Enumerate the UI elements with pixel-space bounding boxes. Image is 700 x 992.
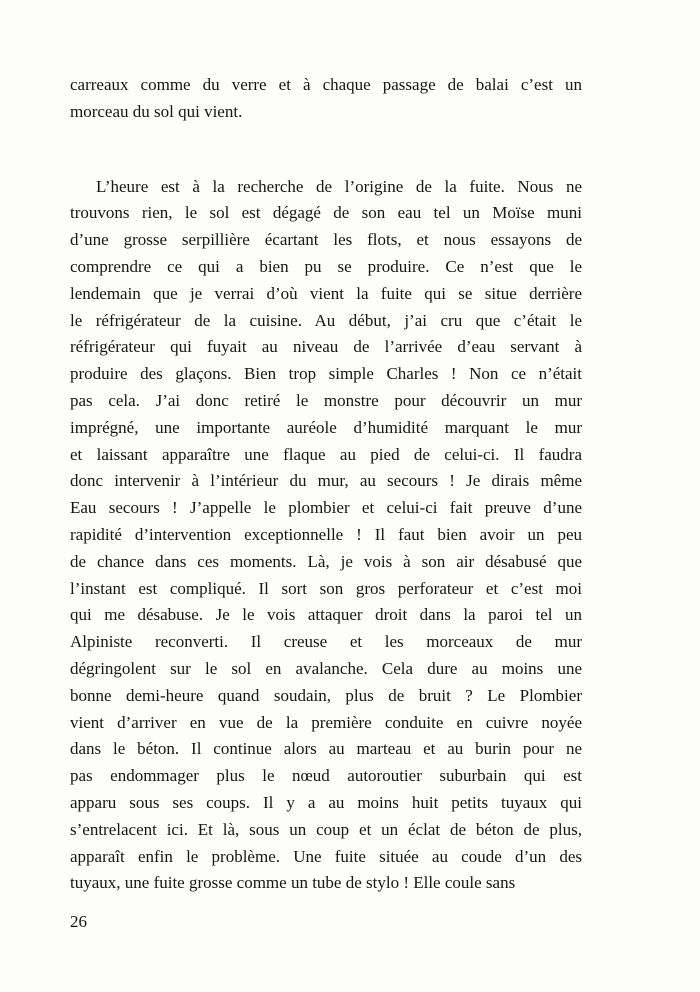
- text-line: tuyaux, une fuite grosse comme un tube de stylo ! Elle coule sans: [70, 873, 516, 893]
- text-line: s’entrelacent ici. Et là, sous un coup et un éclat de béton de plus,: [70, 819, 582, 839]
- text-line: réfrigérateur qui fuyait au niveau de l’arrivée d’eau servant à: [70, 337, 582, 357]
- text-line: apparaît enfin le problème. Une fuite située au coude d’un des: [70, 846, 582, 866]
- page-number: 26: [70, 912, 87, 931]
- text-line: morceau du sol qui vient.: [70, 101, 243, 121]
- text-line: vient d’arriver en vue de la première conduite en cuivre noyée: [70, 712, 582, 732]
- text-line: dégringolent sur le sol en avalanche. Cela dure au moins une: [70, 658, 582, 678]
- text-line: lendemain que je verrai d’où vient la fuite qui se situe derrière: [70, 283, 582, 303]
- text-line: le réfrigérateur de la cuisine. Au début, j’ai cru que c’était le: [70, 310, 582, 330]
- text-line: Alpiniste reconverti. Il creuse et les morceaux de mur: [70, 632, 582, 652]
- text-line: l’instant est compliqué. Il sort son gros perforateur et c’est moi: [70, 578, 582, 598]
- text-line: Eau secours ! J’appelle le plombier et celui-ci fait preuve d’une: [70, 498, 582, 518]
- text-line: bonne demi-heure quand soudain, plus de bruit ? Le Plombier: [70, 685, 582, 705]
- page-text: [70, 72, 582, 897]
- paragraph-main: [70, 174, 582, 898]
- text-line: carreaux comme du verre et à chaque passage de balai c’est un: [70, 75, 582, 94]
- text-line: pas cela. J’ai donc retiré le monstre pour découvrir un mur: [70, 390, 582, 410]
- text-line: produire des glaçons. Bien trop simple Charles ! Non ce n’était: [70, 364, 582, 384]
- text-line: donc intervenir à l’intérieur du mur, au secours ! Je dirais même: [70, 471, 582, 491]
- text-line: d’une grosse serpillière écartant les flots, et nous essayons de: [70, 230, 582, 250]
- text-line: pas endommager plus le nœud autoroutier suburbain qui est: [70, 766, 582, 786]
- text-line: qui me désabuse. Je le vois attaquer droit dans la paroi tel un: [70, 605, 582, 625]
- text-line: L’heure est à la recherche de l’origine de la fuite. Nous ne: [96, 176, 582, 196]
- text-line: de chance dans ces moments. Là, je vois à son air désabusé que: [70, 551, 582, 571]
- text-line: imprégné, une importante auréole d’humidité marquant le mur: [70, 417, 582, 437]
- text-line: rapidité d’intervention exceptionnelle ! Il faut bien avoir un peu: [70, 524, 582, 544]
- text-line: dans le béton. Il continue alors au marteau et au burin pour ne: [70, 739, 582, 759]
- text-line: trouvons rien, le sol est dégagé de son eau tel un Moïse muni: [70, 203, 582, 223]
- text-line: apparu sous ses coups. Il y a au moins huit petits tuyaux qui: [70, 792, 582, 812]
- text-line: et laissant apparaître une flaque au pied de celui-ci. Il faudra: [70, 444, 582, 464]
- text-line: comprendre ce qui a bien pu se produire. Ce n’est que le: [70, 256, 582, 276]
- paragraph-continuation: [70, 72, 582, 126]
